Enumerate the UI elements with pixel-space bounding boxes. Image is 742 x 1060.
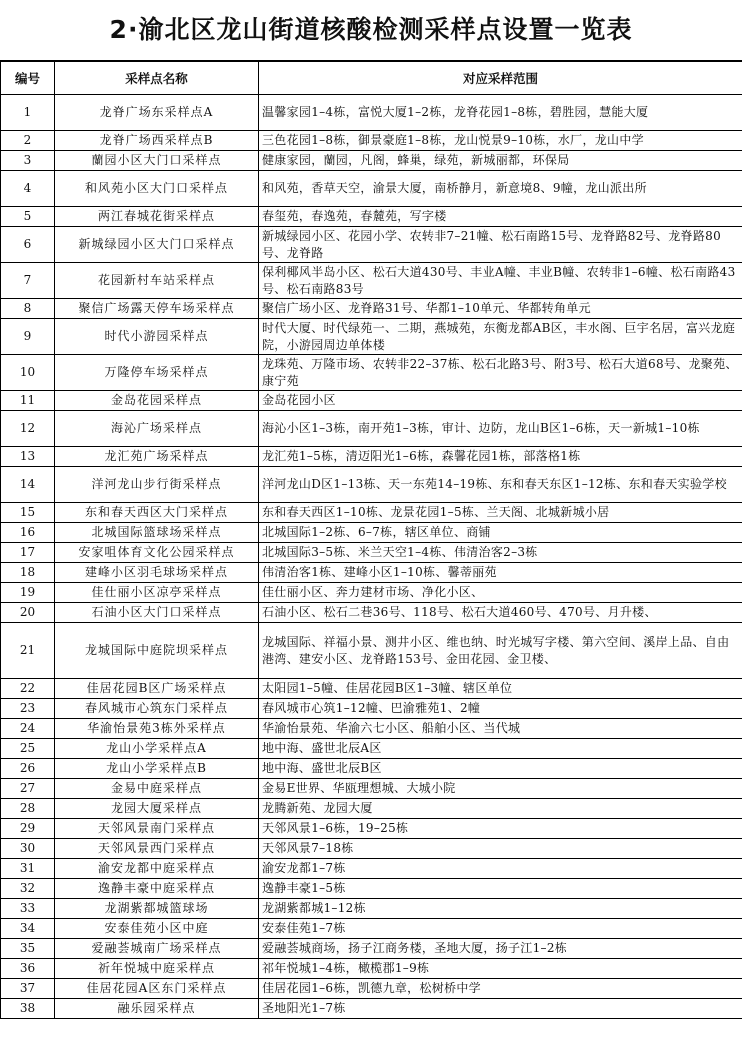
site-name: 金易中庭采样点	[55, 779, 259, 799]
sampling-range: 圣地阳光1–7栋	[259, 999, 742, 1019]
table-row	[1, 899, 742, 919]
table-row	[1, 959, 742, 979]
site-name: 祈年悦城中庭采样点	[55, 959, 259, 979]
row-number: 7	[1, 263, 55, 299]
site-name: 时代小游园采样点	[55, 319, 259, 355]
row-number: 6	[1, 227, 55, 263]
row-number: 20	[1, 603, 55, 623]
table-row	[1, 759, 742, 779]
site-name: 和风苑小区大门口采样点	[55, 171, 259, 207]
row-number: 19	[1, 583, 55, 603]
site-name: 龙湖紫都城篮球场	[55, 899, 259, 919]
table-row	[1, 263, 742, 299]
row-number: 4	[1, 171, 55, 207]
table-row	[1, 171, 742, 207]
table-row	[1, 679, 742, 699]
sampling-range: 龙腾新苑、龙园大厦	[259, 799, 742, 819]
sampling-range: 安泰佳苑1–7栋	[259, 919, 742, 939]
sampling-range: 金易E世界、华瓯理想城、大城小院	[259, 779, 742, 799]
table-row	[1, 859, 742, 879]
sampling-range: 龙珠苑、万隆市场、农转非22–37栋、松石北路3号、附3号、松石大道68号、龙聚苑、康宁苑	[259, 355, 742, 391]
table-row	[1, 503, 742, 523]
site-name: 金岛花园采样点	[55, 391, 259, 411]
site-name: 华渝怡景苑3栋外采样点	[55, 719, 259, 739]
site-name: 蘭园小区大门口采样点	[55, 151, 259, 171]
row-number: 18	[1, 563, 55, 583]
sampling-range: 地中海、盛世北辰A区	[259, 739, 742, 759]
site-name: 龙山小学采样点A	[55, 739, 259, 759]
row-number: 25	[1, 739, 55, 759]
sampling-range: 龙汇苑1–5栋，清迈阳光1–6栋，森馨花园1栋，部落格1栋	[259, 447, 742, 467]
row-number: 28	[1, 799, 55, 819]
sampling-range: 爱融荟城商场，扬子江商务楼，圣地大厦，扬子江1–2栋	[259, 939, 742, 959]
table-row	[1, 391, 742, 411]
site-name: 北城国际篮球场采样点	[55, 523, 259, 543]
row-number: 11	[1, 391, 55, 411]
site-name: 龙脊广场西采样点B	[55, 131, 259, 151]
row-number: 24	[1, 719, 55, 739]
site-name: 渝安龙都中庭采样点	[55, 859, 259, 879]
sampling-range: 天邻风景7–18栋	[259, 839, 742, 859]
site-name: 安泰佳苑小区中庭	[55, 919, 259, 939]
sampling-range: 健康家园，蘭园，凡阁，蜂巢，绿苑，新城丽都，环保局	[259, 151, 742, 171]
site-name: 东和春天西区大门采样点	[55, 503, 259, 523]
page-title: 2·渝北区龙山街道核酸检测采样点设置一览表	[0, 0, 742, 61]
table-row	[1, 467, 742, 503]
table-row	[1, 227, 742, 263]
site-name: 花园新村车站采样点	[55, 263, 259, 299]
site-name: 龙汇苑广场采样点	[55, 447, 259, 467]
table-row	[1, 799, 742, 819]
row-number: 9	[1, 319, 55, 355]
table-row	[1, 319, 742, 355]
row-number: 36	[1, 959, 55, 979]
site-name: 石油小区大门口采样点	[55, 603, 259, 623]
table-body	[1, 95, 742, 1019]
sampling-range: 华渝怡景苑、华渝六七小区、船舶小区、当代城	[259, 719, 742, 739]
sampling-range: 石油小区、松石二巷36号、118号、松石大道460号、470号、月升楼、	[259, 603, 742, 623]
site-name: 龙园大厦采样点	[55, 799, 259, 819]
sampling-range: 和风苑，香草天空，渝景大厦，南桥静月，新意境8、9幢，龙山派出所	[259, 171, 742, 207]
table-row	[1, 583, 742, 603]
table-row	[1, 543, 742, 563]
sampling-range: 太阳园1–5幢、佳居花园B区1–3幢、辖区单位	[259, 679, 742, 699]
row-number: 30	[1, 839, 55, 859]
row-number: 26	[1, 759, 55, 779]
site-name: 逸静丰豪中庭采样点	[55, 879, 259, 899]
site-name: 建峰小区羽毛球场采样点	[55, 563, 259, 583]
site-name: 两江春城花街采样点	[55, 207, 259, 227]
row-number: 31	[1, 859, 55, 879]
table-row	[1, 207, 742, 227]
sampling-range: 佳仕丽小区、奔力建材市场、净化小区、	[259, 583, 742, 603]
sampling-range: 地中海、盛世北辰B区	[259, 759, 742, 779]
site-name: 聚信广场露天停车场采样点	[55, 299, 259, 319]
sampling-range: 新城绿园小区、花园小学、农转非7–21幢、松石南路15号、龙脊路82号、龙脊路80号、龙脊路	[259, 227, 742, 263]
site-name: 新城绿园小区大门口采样点	[55, 227, 259, 263]
sampling-range: 北城国际1–2栋、6–7栋，辖区单位、商铺	[259, 523, 742, 543]
table-row	[1, 879, 742, 899]
table-row	[1, 979, 742, 999]
row-number: 22	[1, 679, 55, 699]
sampling-range: 金岛花园小区	[259, 391, 742, 411]
row-number: 16	[1, 523, 55, 543]
row-number: 5	[1, 207, 55, 227]
table-row	[1, 411, 742, 447]
header-number: 编号	[1, 62, 55, 95]
row-number: 38	[1, 999, 55, 1019]
sampling-range: 三色花园1–8栋，御景豪庭1–8栋，龙山悦景9–10栋，水厂，龙山中学	[259, 131, 742, 151]
row-number: 37	[1, 979, 55, 999]
site-name: 佳居花园A区东门采样点	[55, 979, 259, 999]
site-name: 龙山小学采样点B	[55, 759, 259, 779]
sampling-range: 祁年悦城1–4栋，橄榄郡1–9栋	[259, 959, 742, 979]
row-number: 17	[1, 543, 55, 563]
table-row	[1, 839, 742, 859]
site-name: 春风城市心筑东门采样点	[55, 699, 259, 719]
row-number: 8	[1, 299, 55, 319]
table-row	[1, 919, 742, 939]
sampling-range: 海沁小区1–3栋，南开苑1–3栋，审计、边防，龙山B区1–6栋，天一新城1–10栋	[259, 411, 742, 447]
site-name: 万隆停车场采样点	[55, 355, 259, 391]
table-row	[1, 523, 742, 543]
row-number: 2	[1, 131, 55, 151]
table-row	[1, 95, 742, 131]
sampling-range: 渝安龙都1–7栋	[259, 859, 742, 879]
row-number: 32	[1, 879, 55, 899]
sampling-range: 聚信广场小区、龙脊路31号、华都1–10单元、华都转角单元	[259, 299, 742, 319]
sampling-range: 天邻风景1–6栋，19–25栋	[259, 819, 742, 839]
header-site-name: 采样点名称	[55, 62, 259, 95]
sampling-sites-table	[0, 61, 742, 1019]
table-row	[1, 623, 742, 679]
table-row	[1, 699, 742, 719]
row-number: 3	[1, 151, 55, 171]
sampling-range: 龙城国际、祥福小景、测井小区、维也纳、时光城写字楼、第六空间、溪岸上品、自由港湾、建安小区、龙脊路153号、金田花园、金卫楼、	[259, 623, 742, 679]
table-row	[1, 151, 742, 171]
header-sampling-range: 对应采样范围	[259, 62, 742, 95]
sampling-range: 洋河龙山D区1–13栋、天一东苑14–19栋、东和春天东区1–12栋、东和春天实验学校	[259, 467, 742, 503]
site-name: 天邻风景南门采样点	[55, 819, 259, 839]
row-number: 33	[1, 899, 55, 919]
sampling-range: 时代大厦、时代绿苑一、二期，燕城苑，东衡龙都AB区，丰水阁、巨宇名居，富兴龙庭院，小游园周边单体楼	[259, 319, 742, 355]
row-number: 27	[1, 779, 55, 799]
table-row	[1, 719, 742, 739]
site-name: 佳居花园B区广场采样点	[55, 679, 259, 699]
sampling-range: 春风城市心筑1–12幢、巴渝雅苑1、2幢	[259, 699, 742, 719]
sampling-range: 保利椰风半岛小区、松石大道430号、丰业A幢、丰业B幢、农转非1–6幢、松石南路43号、松石南路83号	[259, 263, 742, 299]
sampling-range: 龙湖紫都城1–12栋	[259, 899, 742, 919]
row-number: 23	[1, 699, 55, 719]
sampling-range: 春玺苑，春逸苑，春麓苑，写字楼	[259, 207, 742, 227]
table-row	[1, 299, 742, 319]
site-name: 龙脊广场东采样点A	[55, 95, 259, 131]
table-header-row	[1, 62, 742, 95]
table-row	[1, 779, 742, 799]
site-name: 爱融荟城南广场采样点	[55, 939, 259, 959]
sampling-range: 东和春天西区1–10栋、龙景花园1–5栋、兰天阁、北城新城小居	[259, 503, 742, 523]
site-name: 安家咀体育文化公园采样点	[55, 543, 259, 563]
row-number: 14	[1, 467, 55, 503]
table-row	[1, 819, 742, 839]
table-row	[1, 939, 742, 959]
sampling-range: 佳居花园1–6栋，凯德九章，松树桥中学	[259, 979, 742, 999]
row-number: 13	[1, 447, 55, 467]
row-number: 10	[1, 355, 55, 391]
sampling-range: 温馨家园1–4栋，富悦大厦1–2栋，龙脊花园1–8栋，碧胜园，慧能大厦	[259, 95, 742, 131]
sampling-range: 北城国际3–5栋、米兰天空1–4栋、伟清治客2–3栋	[259, 543, 742, 563]
row-number: 1	[1, 95, 55, 131]
row-number: 12	[1, 411, 55, 447]
row-number: 35	[1, 939, 55, 959]
sampling-range: 逸静丰豪1–5栋	[259, 879, 742, 899]
row-number: 21	[1, 623, 55, 679]
site-name: 海沁广场采样点	[55, 411, 259, 447]
table-row	[1, 563, 742, 583]
site-name: 龙城国际中庭院坝采样点	[55, 623, 259, 679]
site-name: 佳仕丽小区凉亭采样点	[55, 583, 259, 603]
table-row	[1, 447, 742, 467]
site-name: 洋河龙山步行街采样点	[55, 467, 259, 503]
row-number: 15	[1, 503, 55, 523]
table-row	[1, 355, 742, 391]
site-name: 融乐园采样点	[55, 999, 259, 1019]
table-row	[1, 739, 742, 759]
table-row	[1, 999, 742, 1019]
table-row	[1, 603, 742, 623]
sampling-range: 伟清治客1栋、建峰小区1–10栋、馨蒂丽苑	[259, 563, 742, 583]
table-row	[1, 131, 742, 151]
row-number: 29	[1, 819, 55, 839]
site-name: 天邻风景西门采样点	[55, 839, 259, 859]
row-number: 34	[1, 919, 55, 939]
